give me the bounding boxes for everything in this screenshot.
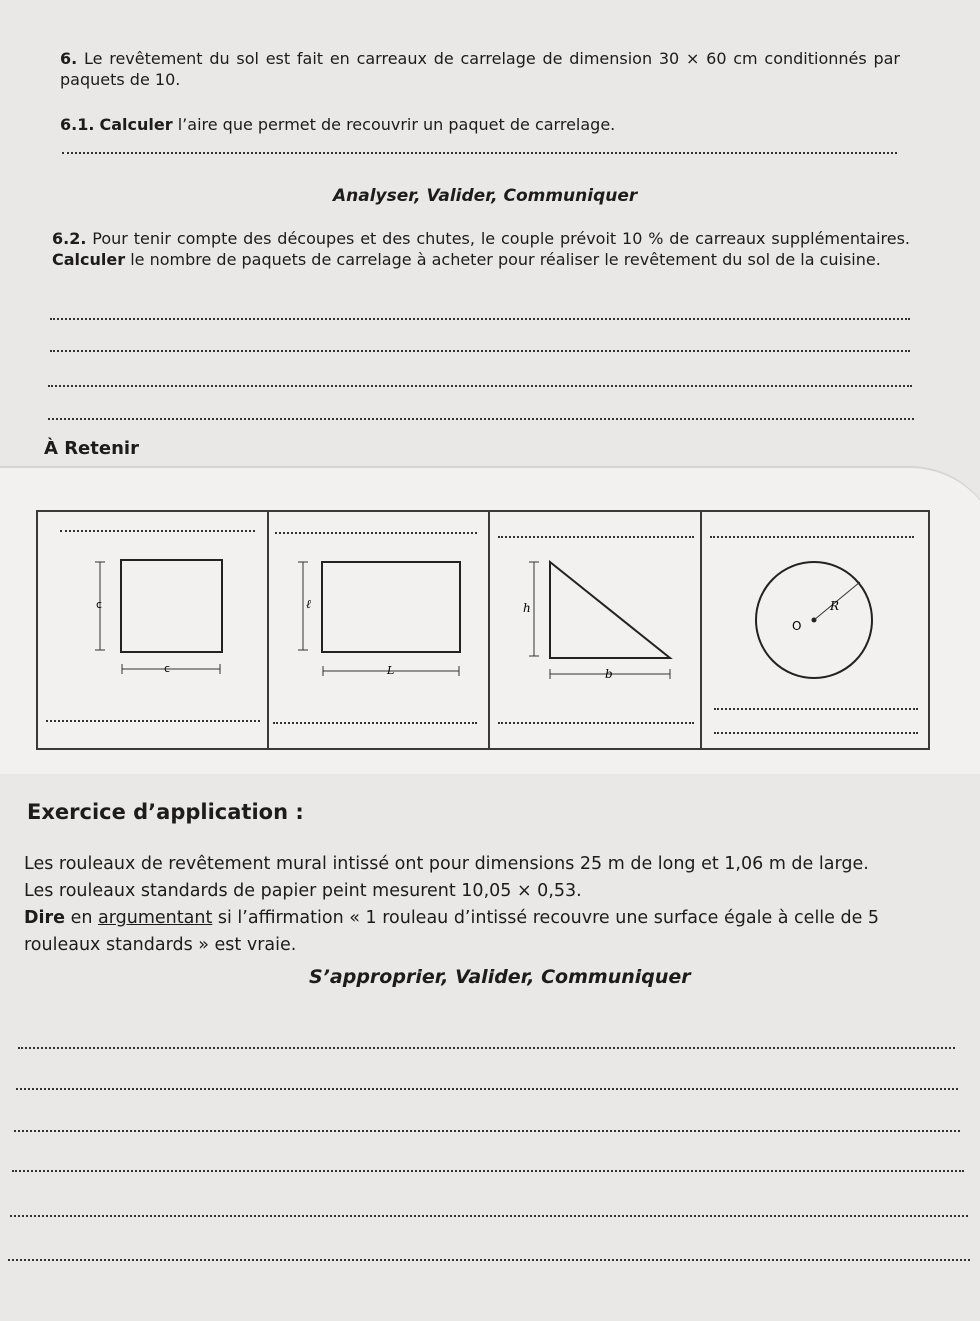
side-label: c [164,662,171,675]
exercise-statement [24,851,954,959]
exercise-title: Exercice d’application : [27,800,304,824]
formula-line [273,722,477,724]
center-label: O [792,619,802,633]
exercise-line-2: Les rouleaux standards de papier peint mesurent 10,05 × 0,53. [24,881,582,901]
rectangle-shape [322,562,460,652]
square-figure [38,550,267,730]
formula-table [36,510,930,750]
shape-name-line [275,532,477,534]
question-6-2 [52,228,910,270]
instruction-verb: Calculer [52,250,126,269]
exercise-text: si l’affirmation « 1 rouleau d’intissé recouvre une surface égale à celle de 5 rouleaux standards » est vraie. [24,908,880,955]
shape-name-line [710,536,914,538]
answer-line [8,1259,970,1261]
question-6-2-text-end: le nombre de paquets de carrelage à acheter pour réaliser le revêtement du sol de la cuisine. [130,250,881,269]
competence-label: S’approprier, Valider, Communiquer [309,966,691,988]
answer-line [12,1170,964,1172]
answer-line [48,385,912,387]
rectangle-cell [267,512,490,748]
exercise-line-3 [24,905,954,959]
base-label: b [605,667,613,681]
question-6-2-text: Pour tenir compte des découpes et des chutes, le couple prévoit 10 % de carreaux supplémentaires. [92,229,911,248]
triangle-shape [550,562,670,658]
answer-line [62,152,897,154]
question-number: 6.2. [52,229,87,248]
question-number: 6. [60,49,78,68]
question-6 [60,48,900,90]
circle-cell [700,512,924,748]
answer-line [50,350,910,352]
triangle-cell [488,512,702,748]
answer-line [48,418,914,420]
formula-line [714,732,918,734]
triangle-figure [488,550,700,730]
answer-line [18,1047,955,1049]
formula-line [46,720,260,722]
formula-line [498,722,694,724]
competence-label: Analyser, Valider, Communiquer [333,186,638,206]
width-label: ℓ [306,597,311,611]
instruction-verb: Dire [24,908,66,928]
radius-label: R [830,599,840,613]
side-label: c [96,598,103,611]
question-number: 6.1. [60,115,95,134]
argumentant-word: argumentant [98,908,213,928]
answer-line [14,1130,960,1132]
answer-line [10,1215,968,1217]
square-shape [121,560,222,652]
instruction-verb: Calculer [99,115,173,134]
length-label: L [387,664,395,677]
answer-line [50,318,910,320]
height-label: h [523,601,531,615]
question-6-1-text: l’aire que permet de recouvrir un paquet de carrelage. [177,115,616,134]
exercise-text: en [70,908,93,928]
question-6-text: Le revêtement du sol est fait en carreaux de carrelage de dimension 30 × 60 cm conditionnés par paquets de 10. [60,49,900,89]
question-6-1 [60,115,615,134]
shape-name-line [60,530,255,532]
square-cell [38,512,269,748]
formula-line [714,708,918,710]
retenir-title: À Retenir [44,438,139,459]
answer-line [16,1088,958,1090]
circle-figure [700,550,924,730]
shape-name-line [498,536,694,538]
exercise-line-1: Les rouleaux de revêtement mural intissé ont pour dimensions 25 m de long et 1,06 m de large. [24,854,869,874]
rectangle-figure [267,550,488,730]
